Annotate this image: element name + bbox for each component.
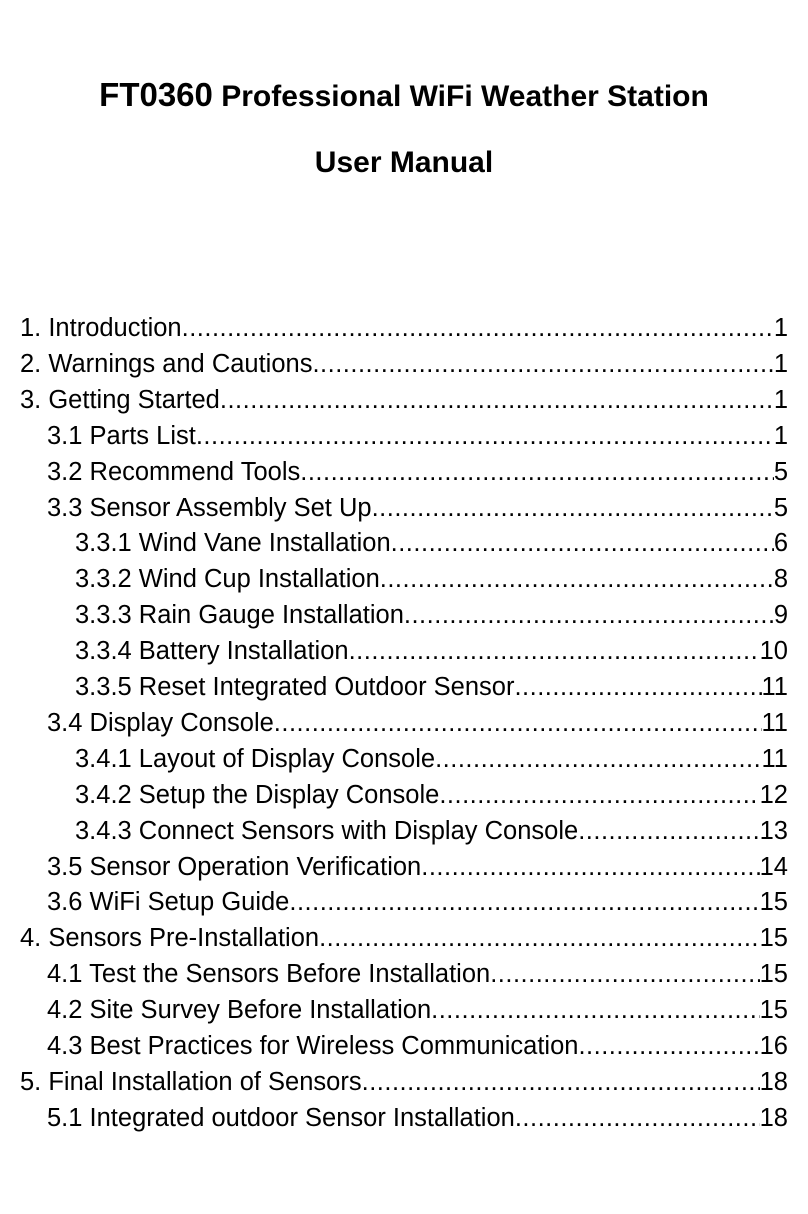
toc-entry[interactable] [75, 561, 788, 597]
toc-entry-page-number: 1 [773, 314, 788, 342]
toc-entry-page-number: 9 [773, 601, 788, 630]
toc-entry-label: 3.3.1 Wind Vane Installation [75, 529, 391, 558]
toc-entry[interactable] [75, 777, 788, 813]
toc-entry-page-number: 18 [759, 1103, 788, 1132]
toc-entry[interactable] [75, 525, 788, 561]
toc-entry[interactable] [47, 1100, 788, 1136]
toc-leader-dots [431, 992, 759, 1028]
toc-entry-page-number: 15 [759, 960, 788, 989]
toc-entry-label: 3.4.1 Layout of Display Console [75, 744, 436, 773]
toc-entry-label: 3.3.2 Wind Cup Installation [75, 565, 380, 594]
toc-entry-page-number: 15 [759, 924, 788, 953]
toc-entry-label: 1. Introduction [20, 314, 182, 342]
toc-leader-dots [182, 310, 774, 346]
toc-entry-page-number: 16 [759, 1032, 788, 1060]
toc-entry-page-number: 15 [759, 888, 788, 917]
toc-entry-label: 4.2 Site Survey Before Installation [47, 996, 432, 1025]
toc-entry[interactable] [75, 741, 788, 777]
toc-entry-page-number: 1 [773, 421, 788, 450]
toc-leader-dots [515, 1100, 760, 1136]
toc-leader-dots [578, 1028, 759, 1064]
toc-leader-dots [514, 669, 761, 705]
toc-entry[interactable] [75, 813, 788, 849]
toc-entry-page-number: 11 [761, 708, 788, 737]
toc-entry-page-number: 1 [773, 349, 788, 378]
toc-leader-dots [196, 418, 774, 454]
toc-leader-dots [220, 382, 774, 418]
toc-entry[interactable] [47, 454, 788, 490]
toc-leader-dots [349, 633, 760, 669]
toc-leader-dots [289, 884, 759, 920]
toc-leader-dots [391, 525, 774, 561]
toc-entry-page-number: 11 [761, 744, 788, 773]
toc-leader-dots [312, 346, 773, 382]
toc-entry[interactable] [20, 1064, 788, 1100]
toc-leader-dots [435, 741, 761, 777]
toc-entry-label: 4.3 Best Practices for Wireless Communication [47, 1032, 579, 1060]
model-number: FT0360 [99, 76, 213, 113]
toc-entry[interactable] [47, 992, 788, 1028]
title-text: Professional WiFi Weather Station [221, 80, 709, 113]
toc-leader-dots [578, 813, 759, 849]
toc-entry[interactable] [47, 1028, 788, 1064]
toc-entry-page-number: 13 [759, 816, 788, 845]
toc-entry[interactable] [47, 956, 788, 992]
toc-entry-label: 3.4 Display Console [47, 708, 274, 737]
toc-entry[interactable] [20, 920, 788, 956]
toc-leader-dots [372, 490, 774, 526]
toc-entry-label: 3.5 Sensor Operation Verification [47, 852, 422, 881]
toc-entry-page-number: 11 [761, 673, 788, 701]
toc-entry-page-number: 18 [759, 1067, 788, 1096]
toc-entry[interactable] [47, 705, 788, 741]
toc-entry-label: 3.2 Recommend Tools [47, 457, 301, 486]
toc-entry[interactable] [47, 849, 788, 885]
toc-leader-dots [421, 849, 759, 885]
toc-entry[interactable] [75, 633, 788, 669]
toc-entry-label: 3.4.2 Setup the Display Console [75, 780, 440, 809]
toc-entry-label: 5. Final Installation of Sensors [20, 1067, 362, 1096]
toc-entry-page-number: 14 [759, 852, 788, 881]
toc-entry-page-number: 1 [773, 385, 788, 414]
toc-entry-page-number: 5 [773, 457, 788, 486]
toc-entry-label: 4.1 Test the Sensors Before Installation [47, 960, 491, 989]
toc-entry-page-number: 5 [773, 493, 788, 522]
toc-leader-dots [404, 597, 774, 633]
toc-entry[interactable] [75, 597, 788, 633]
toc-leader-dots [490, 956, 759, 992]
toc-entry-label: 4. Sensors Pre-Installation [20, 924, 320, 953]
toc-entry-page-number: 12 [759, 780, 788, 809]
toc-entry-page-number: 15 [759, 996, 788, 1025]
toc-entry[interactable] [20, 382, 788, 418]
toc-entry-label: 3.6 WiFi Setup Guide [47, 888, 290, 917]
toc-leader-dots [319, 920, 760, 956]
toc-leader-dots [274, 705, 762, 741]
toc-leader-dots [439, 777, 759, 813]
toc-entry-label: 5.1 Integrated outdoor Sensor Installation [47, 1103, 515, 1132]
toc-leader-dots [380, 561, 774, 597]
toc-entry[interactable] [20, 346, 788, 382]
toc-entry-label: 3.3 Sensor Assembly Set Up [47, 493, 372, 522]
toc-entry-label: 3. Getting Started [20, 385, 220, 414]
toc-entry[interactable] [20, 310, 788, 346]
toc-entry[interactable] [47, 418, 788, 454]
toc-entry-page-number: 6 [773, 529, 788, 558]
document-title [0, 76, 808, 114]
toc-entry-label: 3.4.3 Connect Sensors with Display Console [75, 816, 579, 845]
document-subtitle: User Manual [314, 146, 494, 179]
toc-entry-label: 3.1 Parts List [47, 421, 196, 450]
toc-leader-dots [362, 1064, 760, 1100]
toc-entry-page-number: 10 [759, 637, 788, 666]
toc-entry-label: 3.3.5 Reset Integrated Outdoor Sensor [75, 673, 515, 701]
toc-entry-label: 3.3.3 Rain Gauge Installation [75, 601, 404, 630]
toc-entry-label: 2. Warnings and Cautions [20, 349, 313, 378]
toc-entry-label: 3.3.4 Battery Installation [75, 637, 349, 666]
toc-entry[interactable] [47, 490, 788, 526]
toc-entry[interactable] [47, 884, 788, 920]
toc-entry[interactable] [75, 669, 788, 705]
toc-entry-page-number: 8 [773, 565, 788, 594]
toc-leader-dots [300, 454, 774, 490]
